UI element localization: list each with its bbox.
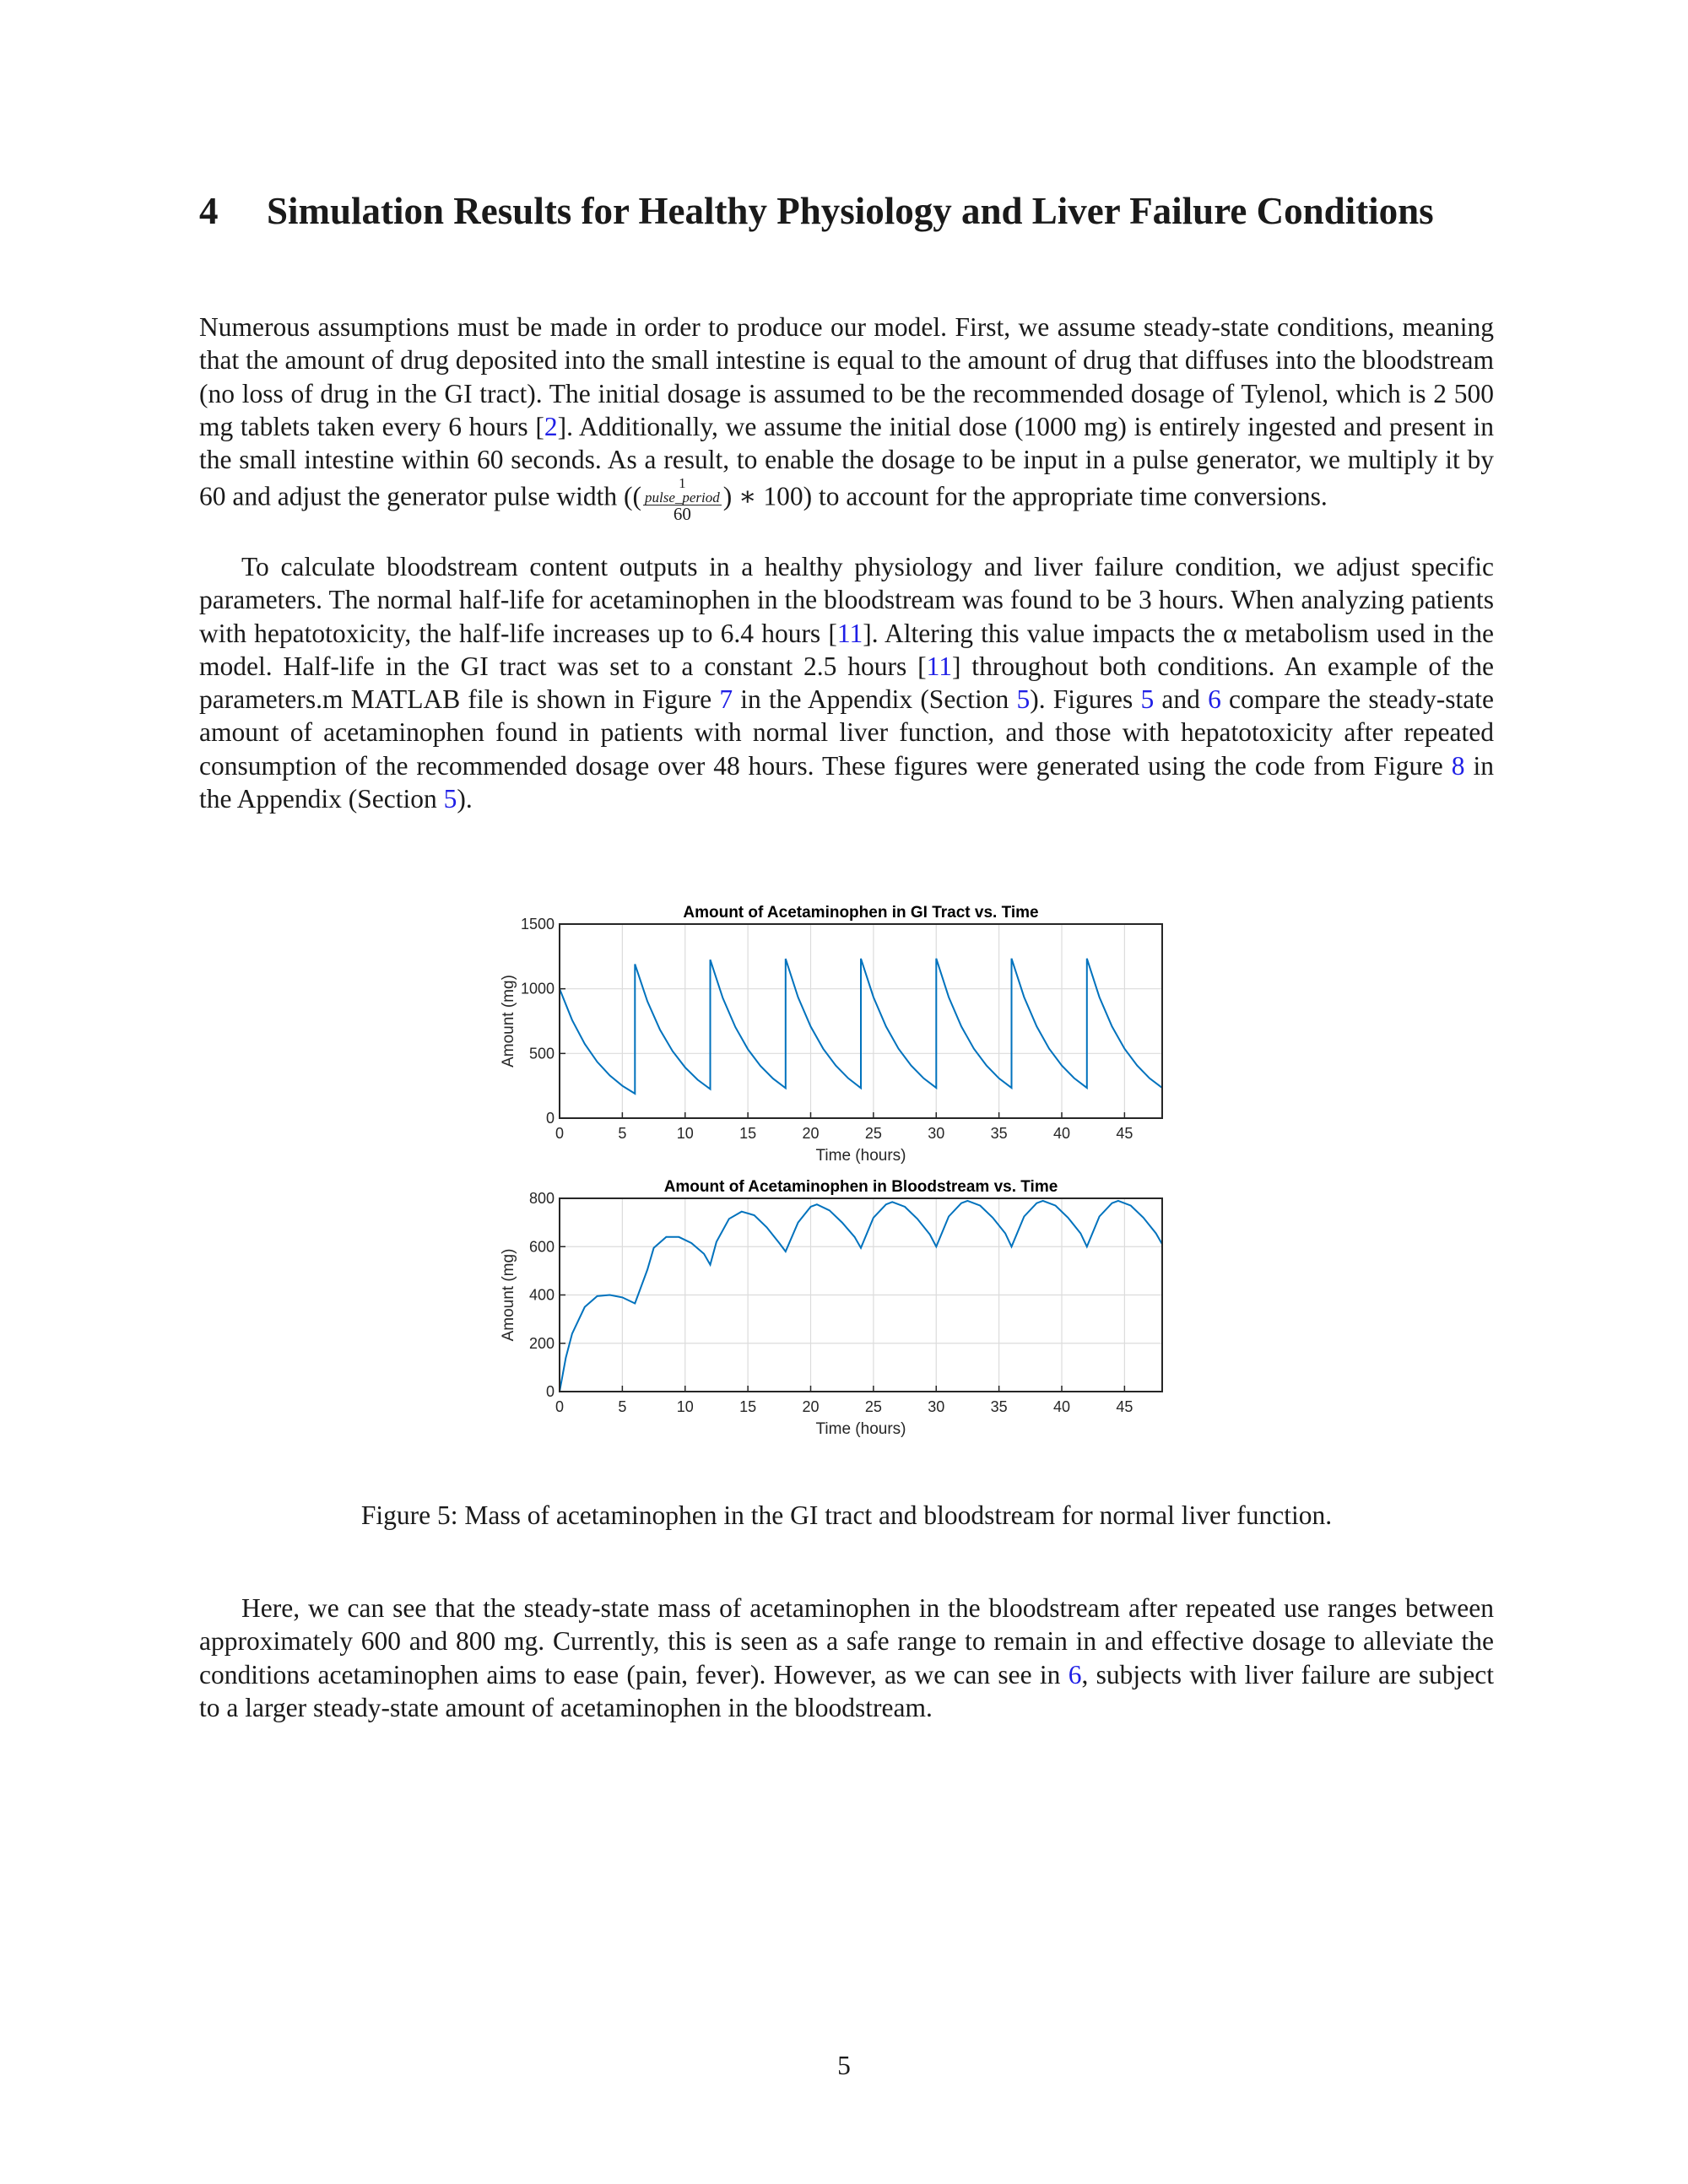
chart-title: Amount of Acetaminophen in GI Tract vs. Time <box>683 904 1039 922</box>
text-run: compare the steady-state amount of acetaminophen found in patients with normal liver function, and those with hepatotoxicity after repeated consumption of the recommended dosage over 48 hours. These figures were generated using the code from Figure <box>199 684 1495 781</box>
x-tick-label: 20 <box>802 1398 820 1415</box>
figure-link-8[interactable]: 8 <box>1451 750 1465 781</box>
figure-link-6[interactable]: 6 <box>1208 684 1221 715</box>
x-tick-label: 40 <box>1052 1125 1071 1142</box>
y-tick-label: 1000 <box>520 980 555 997</box>
section-heading <box>199 187 1499 235</box>
text-run: ) ∗ 100) to account for the appropriate time conversions. <box>722 482 1328 512</box>
x-tick-label: 5 <box>618 1398 627 1415</box>
citation-link-2[interactable]: 2 <box>544 411 558 441</box>
section-title: Simulation Results for Healthy Physiology and Liver Failure Conditions <box>267 190 1434 232</box>
x-tick-label: 40 <box>1052 1398 1071 1415</box>
citation-link-11[interactable]: 11 <box>836 618 863 648</box>
fraction-denominator: 60 <box>673 504 691 525</box>
x-tick-label: 30 <box>928 1125 945 1142</box>
x-tick-label: 45 <box>1116 1125 1133 1142</box>
x-tick-label: 10 <box>676 1125 694 1142</box>
chart-title: Amount of Acetaminophen in Bloodstream vs. Time <box>663 1178 1058 1196</box>
text-run: ]. Altering this value impacts the α metabolism used in the model. Half-life in the GI tract was set to a constant 2.5 hours [ <box>199 618 1494 681</box>
section-number: 4 <box>199 190 219 232</box>
x-tick-label: 10 <box>676 1398 694 1415</box>
y-tick-label: 800 <box>528 1190 555 1207</box>
text-run: ). <box>457 784 473 814</box>
text-run: , subjects with liver failure are subject to a larger steady-state amount of acetaminophen in the bloodstream. <box>199 1659 1494 1722</box>
x-tick-label: 5 <box>618 1125 627 1142</box>
text-run: ] throughout both conditions. An example of the parameters.m MATLAB file is shown in Figure <box>199 651 1494 715</box>
figure-caption: Figure 5: Mass of acetaminophen in the GI tract and bloodstream for normal liver function. <box>360 1500 1333 1530</box>
x-tick-label: 20 <box>802 1125 820 1142</box>
y-axis-label: Amount (mg) <box>500 975 517 1068</box>
text-run: ]. Additionally, we assume the initial dose (1000 mg) is entirely ingested and present in the small intestine within 60 seconds. As a result, to enable the dosage to be input in a pulse generator, we multiply it by 60 and adjust the generator pulse width (( <box>199 411 1494 512</box>
x-tick-label: 35 <box>990 1398 1008 1415</box>
figure-5-charts <box>490 895 1182 1468</box>
y-tick-label: 200 <box>528 1334 555 1352</box>
text-run: in the Appendix (Section <box>733 684 1017 715</box>
paragraph-parameters <box>199 550 1494 815</box>
y-tick-label: 400 <box>528 1286 555 1304</box>
y-axis-label: Amount (mg) <box>500 1248 517 1342</box>
y-tick-label: 500 <box>528 1045 555 1062</box>
pulse-width-fraction <box>643 475 722 525</box>
paragraph-discussion <box>199 1592 1494 1724</box>
text-run: Here, we can see that the steady-state mass of acetaminophen in the bloodstream after repeated use ranges between approximately 600 and 800 mg. Currently, this is seen as a safe range to remain in and effective dosage to alleviate the conditions acetaminophen aims to ease (pain, fever). However, as we can see in <box>199 1593 1494 1689</box>
x-tick-label: 35 <box>990 1125 1008 1142</box>
figure-link-7[interactable]: 7 <box>719 684 733 715</box>
text-run: To calculate bloodstream content outputs in a healthy physiology and liver failure condition, we adjust specific parameters. The normal half-life for acetaminophen in the bloodstream was found to be 3 hours. When analyzing patients with hepatotoxicity, the half-life increases up to 6.4 hours [ <box>199 552 1494 648</box>
paragraph-assumptions <box>199 311 1494 525</box>
x-tick-label: 25 <box>864 1125 882 1142</box>
x-tick-label: 15 <box>739 1125 757 1142</box>
section-link-5[interactable]: 5 <box>1016 684 1031 715</box>
fraction-numerator-var: pulse_period <box>644 489 720 506</box>
figure-5 <box>490 895 1182 1468</box>
text-run: ). Figures <box>1030 684 1141 715</box>
citation-link-11[interactable]: 11 <box>926 651 952 681</box>
figure-link-5[interactable]: 5 <box>1140 684 1155 715</box>
x-tick-label: 30 <box>928 1398 945 1415</box>
x-tick-label: 15 <box>739 1398 757 1415</box>
text-run: and <box>1154 684 1209 715</box>
y-tick-label: 1500 <box>520 916 555 933</box>
fraction-numerator-one: 1 <box>679 475 686 492</box>
bloodstream-chart <box>500 1178 1162 1438</box>
x-tick-label: 0 <box>555 1125 565 1142</box>
page-number: 5 <box>837 2051 851 2080</box>
x-axis-label: Time (hours) <box>815 1147 906 1165</box>
y-tick-label: 0 <box>545 1110 555 1127</box>
text-run: Numerous assumptions must be made in order to produce our model. First, we assume steady-state conditions, meaning that the amount of drug deposited into the small intestine is equal to the amount of drug that diffuses into the bloodstream (no loss of drug in the GI tract). The initial dosage is assumed to be the recommended dosage of Tylenol, which is 2 500 mg tablets taken every 6 hours [ <box>199 312 1494 441</box>
x-tick-label: 45 <box>1116 1398 1133 1415</box>
y-tick-label: 600 <box>528 1238 555 1256</box>
text-run: in the Appendix (Section <box>199 750 1494 814</box>
section-link-5[interactable]: 5 <box>443 784 457 814</box>
x-axis-label: Time (hours) <box>815 1420 906 1438</box>
gi-tract-chart <box>500 904 1162 1165</box>
x-tick-label: 0 <box>555 1398 565 1415</box>
x-tick-label: 25 <box>864 1398 882 1415</box>
y-tick-label: 0 <box>545 1383 555 1400</box>
figure-link-6[interactable]: 6 <box>1068 1659 1082 1689</box>
